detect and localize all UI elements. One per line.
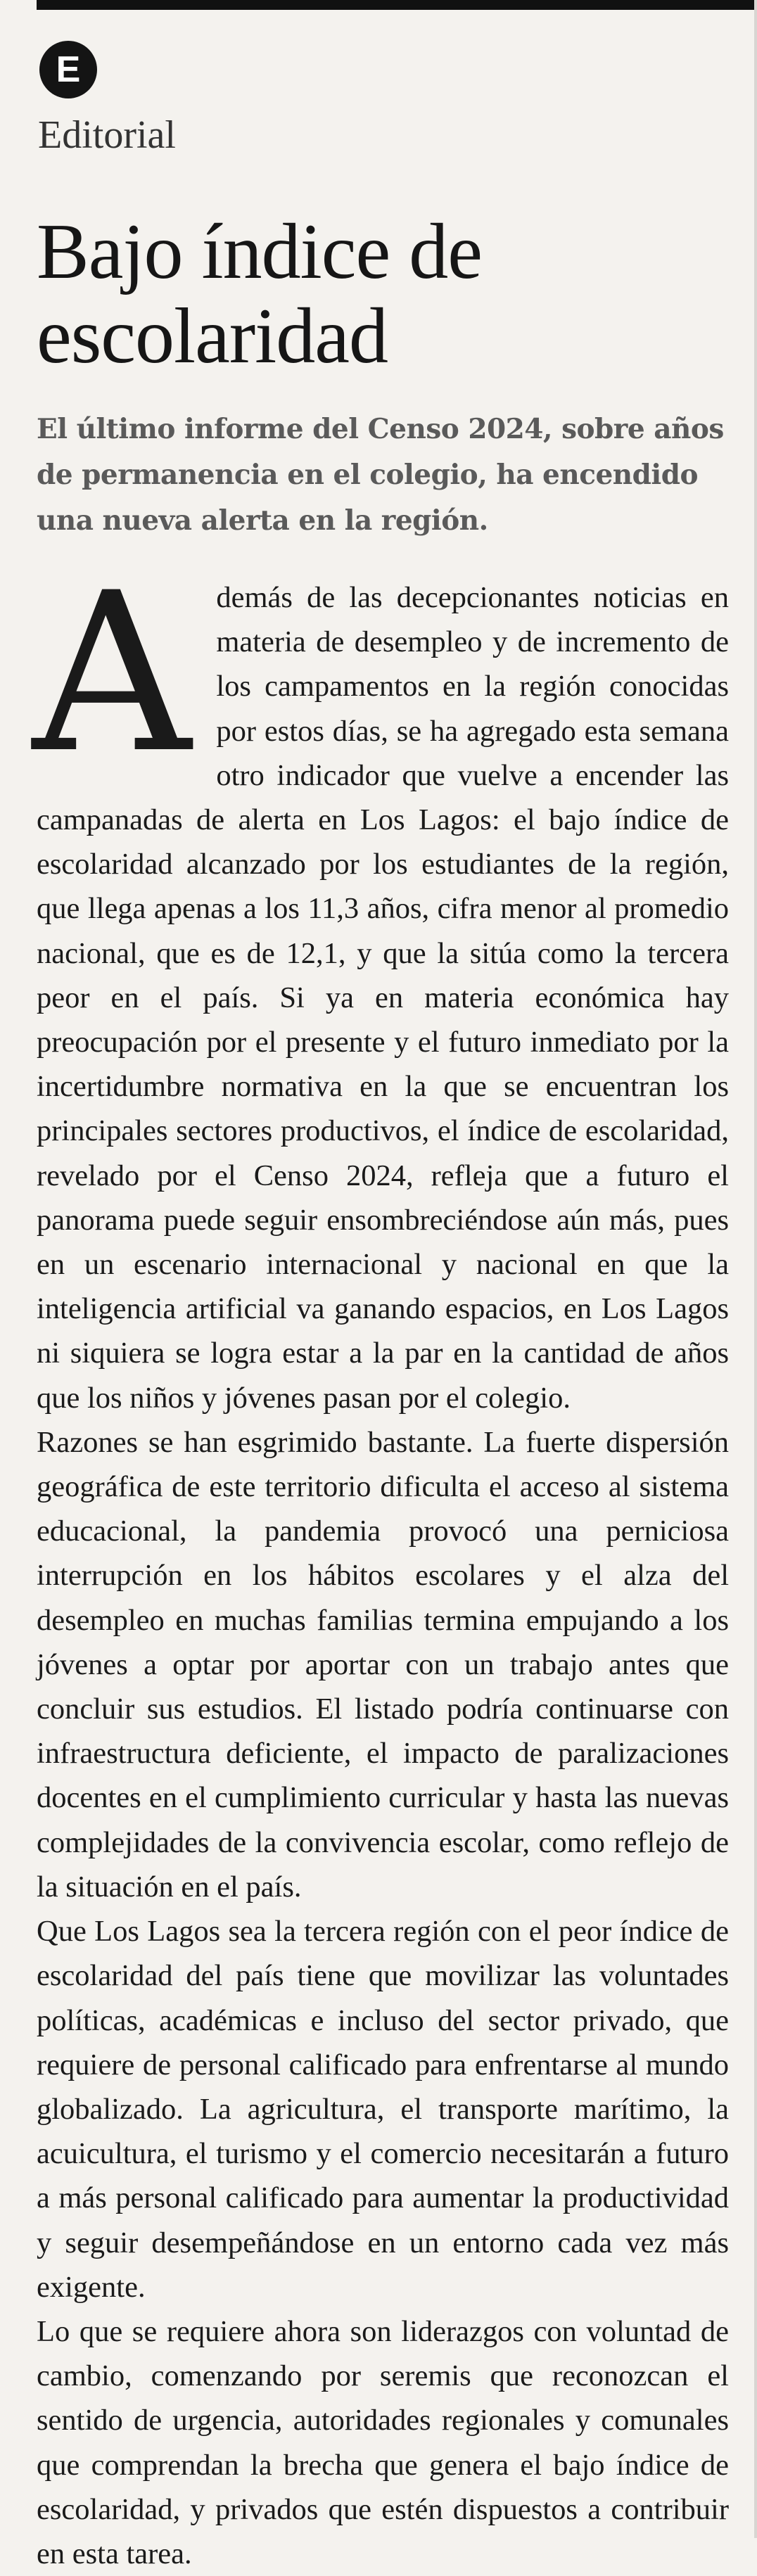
- paragraph-1-text: demás de las decepcionantes noticias en materia de desempleo y de incremento de los campamentos en la región conocidas por estos días, se ha agregado esta semana otro indicador que vuelve a encender las campanadas de alerta en Los Lagos: el bajo índice de escolaridad alcanzado por los estudiantes de la región, que llega apenas a los 11,3 años, cifra menor al promedio nacional, que es de 12,1, y que la sitúa como la tercera peor en el país. Si ya en materia económica hay preocupación por el presente y el futuro inmediato por la incertidumbre normativa en la que se encuentran los principales sectores productivos, el índice de escolaridad, revelado por el Censo 2024, refleja que a futuro el panorama puede seguir ensombreciéndose aún más, pues en un escenario internacional y nacional en que la inteligencia artificial va ganando espacios, en Los Lagos ni siquiera se logra estar a la par en la cantidad de años que los niños y jóvenes pasan por el colegio.: [37, 581, 729, 1415]
- top-rule: [37, 0, 757, 10]
- paragraph-3: Que Los Lagos sea la tercera región con el peor índice de escolaridad del país tiene que movilizar las voluntades políticas, académicas e incluso del sector privado, que requiere de personal calificado para enfrentarse al mundo globalizado. La agricultura, el transporte marítimo, la acuicultura, el turismo y el comercio necesitarán a futuro a más personal calificado para aumentar la productividad y seguir desempeñándose en un entorno cada vez más exigente.: [37, 1915, 729, 2304]
- lead-paragraph: El último informe del Censo 2024, sobre años de permanencia en el colegio, ha encendido una nueva alerta en la región.: [37, 413, 724, 537]
- section-label: Editorial: [38, 113, 176, 157]
- paragraph-2: Razones se han esgrimido bastante. La fuerte dispersión geográfica de este territorio dificulta el acceso al sistema educacional, la pandemia provocó una perniciosa interrupción en los hábitos escolares y el alza del desempleo en muchas familias termina empujando a los jóvenes a optar por aportar con un trabajo antes que concluir sus estudios. El listado podría continuarse con infraestructura deficiente, el impacto de paralizaciones docentes en el cumplimiento curricular y hasta las nuevas complejidades de la convivencia escolar, como reflejo de la situación en el país.: [37, 1425, 729, 1904]
- paragraph-4: Lo que se requiere ahora son liderazgos con voluntad de cambio, comenzando por seremis que reconozcan el sentido de urgencia, autoridades regionales y comunales que comprendan la brecha que genera el bajo índice de escolaridad, y privados que estén dispuestos a contribuir en esta tarea.: [37, 2314, 729, 2570]
- paragraph-1: [32, 545, 729, 1420]
- headline: Bajo índice de escolaridad: [37, 208, 482, 380]
- article-body: [32, 545, 729, 2576]
- drop-cap: A: [32, 545, 191, 801]
- page-edge: [754, 0, 757, 2538]
- section-badge-icon: E: [39, 41, 97, 98]
